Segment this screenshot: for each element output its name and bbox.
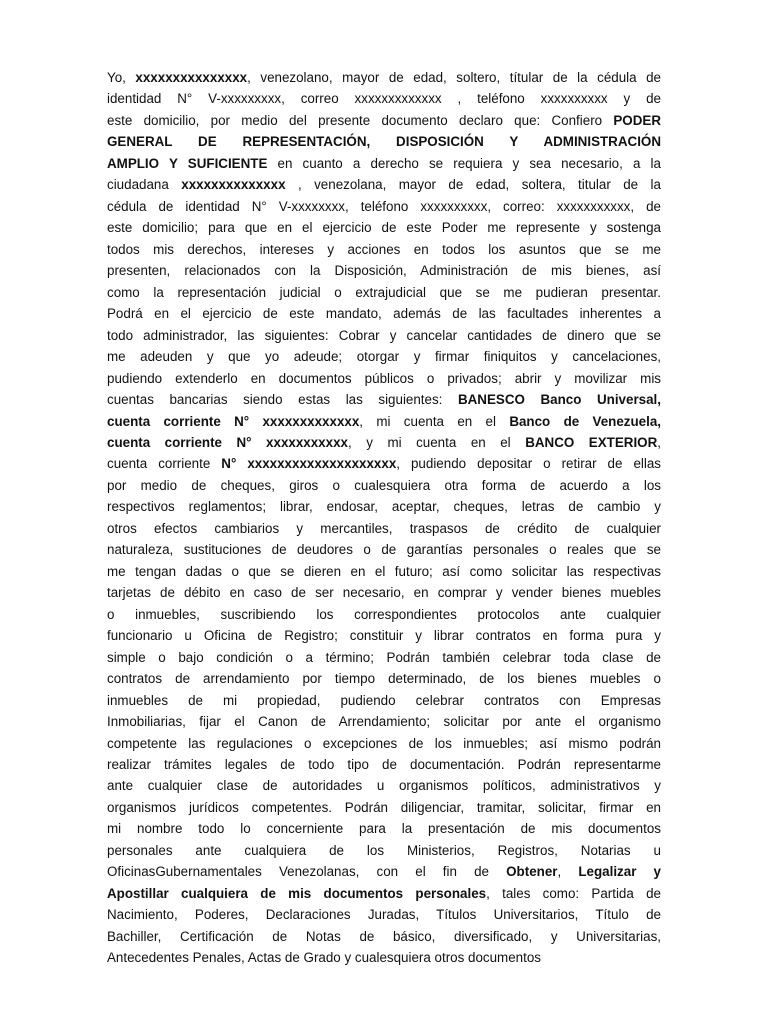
text-segment: , xyxy=(657,434,661,450)
text-segment: mi nombre todo lo concerniente para la presentación de mis documentos xyxy=(107,821,661,837)
text-segment: ciudadana xyxy=(107,177,182,193)
text-line xyxy=(107,775,661,796)
text-segment: pudiendo extenderlo en documentos públicos o privados; abrir y movilizar mis xyxy=(107,370,661,386)
text-line xyxy=(107,711,661,732)
text-line xyxy=(107,733,661,754)
text-line xyxy=(107,282,661,303)
power-of-attorney-text xyxy=(107,67,661,969)
bold-text-segment: PODER xyxy=(613,112,661,128)
text-segment: Inmobiliarias, fijar el Canon de Arrendamiento; solicitar por ante el organismo xyxy=(107,714,661,730)
text-segment: Yo, xyxy=(107,70,136,85)
text-segment: o inmuebles, suscribiendo los correspondientes protocolos ante cualquier xyxy=(107,606,661,622)
text-segment: , xyxy=(557,864,579,880)
text-segment: cuentas bancarias siendo estas las siguientes: xyxy=(107,392,458,408)
text-segment: en cuanto a derecho se requiera y sea necesario, a la xyxy=(267,155,661,171)
text-segment: funcionario u Oficina de Registro; constituir y librar contratos en forma pura y xyxy=(107,628,661,644)
bold-text-segment: Obtener xyxy=(506,864,558,880)
text-line xyxy=(107,690,661,711)
text-segment: , pudiendo depositar o retirar de ellas xyxy=(396,456,661,472)
text-line xyxy=(107,260,661,281)
bold-text-segment: N° xxxxxxxxxxxxxxxxxxxx xyxy=(221,456,397,472)
text-line xyxy=(107,840,661,861)
text-segment: competente las regulaciones o excepciones de los inmuebles; así mismo podrán xyxy=(107,735,661,751)
text-line xyxy=(107,947,661,968)
text-line xyxy=(107,346,661,367)
bold-text-segment: AMPLIO Y SUFICIENTE xyxy=(107,155,268,171)
text-segment: , venezolano, mayor de edad, soltero, títular de la cédula de xyxy=(247,70,661,85)
text-line xyxy=(107,325,661,346)
text-line xyxy=(107,217,661,238)
text-line xyxy=(107,904,661,925)
text-segment: , y mi cuenta en el xyxy=(347,434,526,450)
text-segment: este domicilio; para que en el ejercicio de este Poder me represente y sostenga xyxy=(107,220,661,236)
bold-text-segment: Legalizar y xyxy=(578,864,661,880)
bold-text-segment: Banco de Venezuela, xyxy=(509,413,661,429)
text-line xyxy=(107,368,661,389)
text-segment: , tales como: Partida de xyxy=(486,885,661,901)
text-line xyxy=(107,668,661,689)
text-segment: Podrá en el ejercicio de este mandato, además de las facultades inherentes a xyxy=(107,306,661,322)
text-line xyxy=(107,496,661,517)
text-segment: cédula de identidad N° V-xxxxxxxx, teléfono xxxxxxxxxx, correo: xxxxxxxxxxx, de xyxy=(107,198,661,214)
text-line xyxy=(107,153,661,174)
text-segment: presenten, relacionados con la Disposición, Administración de mis bienes, así xyxy=(107,263,661,279)
text-segment: respectivos reglamentos; librar, endosar, aceptar, cheques, letras de cambio y xyxy=(107,499,661,515)
text-line xyxy=(107,174,661,195)
text-line xyxy=(107,883,661,904)
text-line xyxy=(107,196,661,217)
text-segment: naturaleza, sustituciones de deudores o de garantías personales o reales que se xyxy=(107,542,661,558)
text-segment: otros efectos cambiarios y mercantiles, traspasos de crédito de cualquier xyxy=(107,520,661,536)
text-segment: tarjetas de débito en caso de ser necesario, en comprar y vender bienes muebles xyxy=(107,585,661,601)
text-line xyxy=(107,88,661,109)
text-line xyxy=(107,518,661,539)
text-line xyxy=(107,926,661,947)
bold-text-segment: Apostillar cualquiera de mis documentos personales xyxy=(107,885,487,901)
text-segment: este domicilio, por medio del presente documento declaro que: Confiero xyxy=(107,112,614,128)
text-segment: Bachiller, Certificación de Notas de básico, diversificado, y Universitarias, xyxy=(107,928,661,944)
bold-text-segment: xxxxxxxxxxxxxx xyxy=(181,177,286,193)
text-segment: personales ante cualquiera de los Ministerios, Registros, Notarias u xyxy=(107,842,661,858)
text-segment: ante cualquier clase de autoridades u organismos políticos, administrativos y xyxy=(107,778,661,794)
text-segment: Antecedentes Penales, Actas de Grado y cualesquiera otros documentos xyxy=(107,950,541,966)
text-segment: identidad N° V-xxxxxxxxx, correo xxxxxxxxxxxxx , teléfono xxxxxxxxxx y de xyxy=(107,91,661,107)
text-segment: , venezolana, mayor de edad, soltera, titular de la xyxy=(285,177,661,193)
text-segment: organismos jurídicos competentes. Podrán diligenciar, tramitar, solicitar, firmar en xyxy=(107,799,661,815)
text-segment: realizar trámites legales de todo tipo de documentación. Podrán representarme xyxy=(107,757,661,772)
text-line xyxy=(107,389,661,410)
text-segment: me tengan dadas o que se dieren en el futuro; así como solicitar las respectivas xyxy=(107,563,661,579)
text-segment: me adeuden y que yo adeude; otorgar y firmar finiquitos y cancelaciones, xyxy=(107,349,661,365)
bold-text-segment: GENERAL DE REPRESENTACIÓN, DISPOSICIÓN Y ADMINISTRACIÓN xyxy=(107,134,661,150)
text-segment: simple o bajo condición o a término; Podrán también celebrar toda clase de xyxy=(107,649,661,665)
text-line xyxy=(107,110,661,131)
text-line xyxy=(107,647,661,668)
text-line xyxy=(107,67,661,88)
text-segment: inmuebles de mi propiedad, pudiendo celebrar contratos con Empresas xyxy=(107,692,661,708)
text-line xyxy=(107,797,661,818)
bold-text-segment: cuenta corriente N° xxxxxxxxxxxxx xyxy=(107,413,360,429)
text-segment: cuenta corriente xyxy=(107,456,222,472)
text-line xyxy=(107,239,661,260)
text-segment: todo administrador, las siguientes: Cobrar y cancelar cantidades de dinero que se xyxy=(107,327,661,343)
text-line xyxy=(107,818,661,839)
text-line xyxy=(107,411,661,432)
text-line xyxy=(107,432,661,453)
text-segment: por medio de cheques, giros o cualesquiera otra forma de acuerdo a los xyxy=(107,477,661,493)
text-segment: todos mis derechos, intereses y acciones en todos los asuntos que se me xyxy=(107,241,661,257)
text-segment: OficinasGubernamentales Venezolanas, con el fin de xyxy=(107,864,507,880)
text-line xyxy=(107,625,661,646)
bold-text-segment: BANESCO Banco Universal, xyxy=(457,392,661,408)
text-line xyxy=(107,475,661,496)
text-line xyxy=(107,303,661,324)
text-line xyxy=(107,604,661,625)
text-segment: , mi cuenta en el xyxy=(359,413,510,429)
text-segment: Nacimiento, Poderes, Declaraciones Juradas, Títulos Universitarios, Título de xyxy=(107,907,661,923)
text-line xyxy=(107,561,661,582)
text-line xyxy=(107,539,661,560)
bold-text-segment: xxxxxxxxxxxxxxx xyxy=(135,70,248,85)
text-line xyxy=(107,754,661,775)
text-line xyxy=(107,131,661,152)
text-line xyxy=(107,453,661,474)
bold-text-segment: cuenta corriente N° xxxxxxxxxxx xyxy=(107,434,348,450)
text-segment: como la representación judicial o extrajudicial que se me pudieran presentar. xyxy=(107,284,661,300)
text-line xyxy=(107,582,661,603)
text-line xyxy=(107,861,661,882)
text-segment: contratos de arrendamiento por tiempo determinado, de los bienes muebles o xyxy=(107,671,661,687)
bold-text-segment: BANCO EXTERIOR xyxy=(525,434,658,450)
